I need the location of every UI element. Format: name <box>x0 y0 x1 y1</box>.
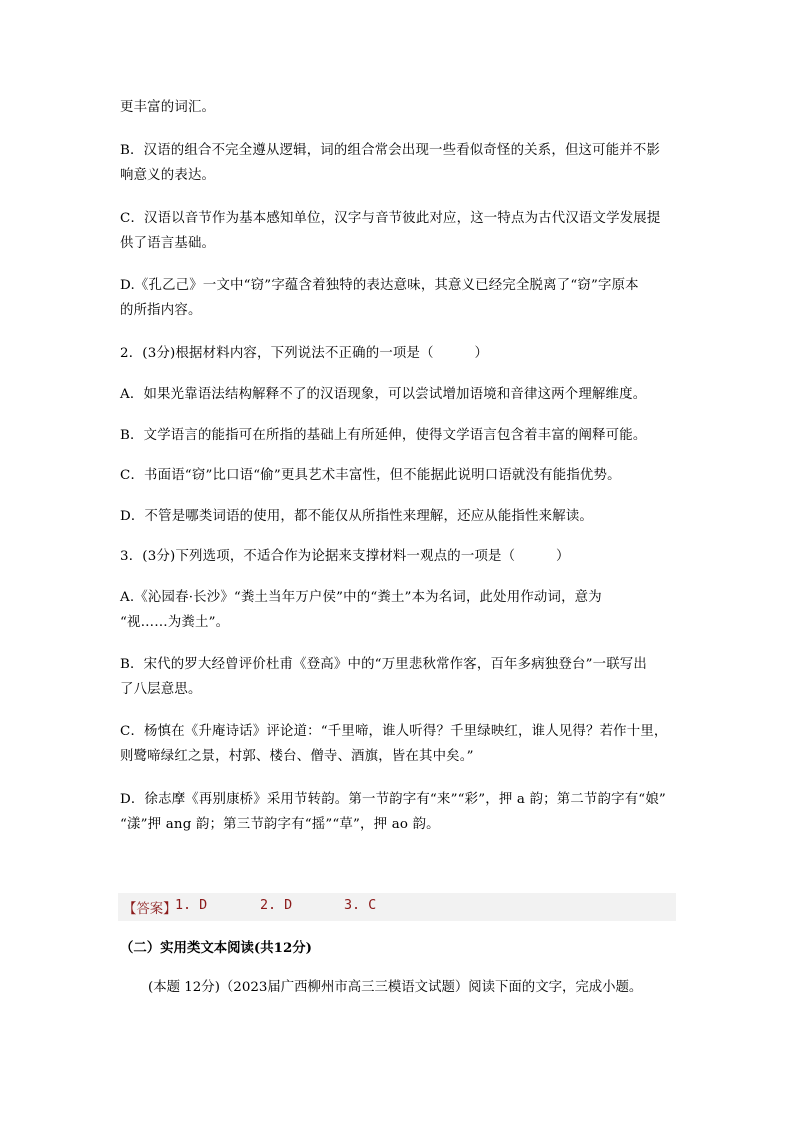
q1-option-b-line1: B．汉语的组合不完全遵从逻辑，词的组合常会出现一些看似奇怪的关系，但这可能并不影 <box>120 143 661 158</box>
q1-option-c-line2: 供了语言基础。 <box>120 236 216 251</box>
answer-label: 【答案】 <box>123 902 177 917</box>
q3-option-b-line2: 了八层意思。 <box>120 682 202 697</box>
q3-option-d-line1: D．徐志摩《再别康桥》采用节转韵。第一节韵字有“来”“彩”，押 a 韵；第二节韵字有“娘” <box>120 792 666 807</box>
q3-option-d-line2: “漾”押 ang 韵；第三节韵字有“摇”“草”，押 ao 韵。 <box>120 817 440 832</box>
q3-option-c-line2: 则鹭啼绿红之景，村郭、楼台、僧寺、酒旗，皆在其中矣。” <box>120 749 474 764</box>
q3-option-a-line2: “视……为粪土”。 <box>120 615 230 630</box>
q2-stem: 2．(3分)根据材料内容，下列说法不正确的一项是（ ） <box>120 346 489 361</box>
q1-option-b-line2: 响意义的表达。 <box>120 168 216 183</box>
section-intro: (本题 12分)（2023届广西柳州市高三三模语文试题）阅读下面的文字，完成小题。 <box>148 980 643 995</box>
q2-option-a: A．如果光靠语法结构解释不了的汉语现象，可以尝试增加语境和音律这两个理解维度。 <box>120 387 647 402</box>
section-title: （二）实用类文本阅读(共12分) <box>120 940 312 956</box>
q3-option-c-line1: C．杨慎在《升庵诗话》评论道：“千里啼，谁人听得？千里绿映红，谁人见得？若作十里， <box>120 724 668 739</box>
q2-option-c: C．书面语“窃”比口语“偷”更具艺术丰富性，但不能据此说明口语就没有能指优势。 <box>120 468 621 483</box>
q1-option-a-tail: 更丰富的词汇。 <box>120 100 216 115</box>
q1-option-c-line1: C．汉语以音节作为基本感知单位，汉字与音节彼此对应，这一特点为古代汉语文学发展提 <box>120 211 661 226</box>
q1-option-d-line2: 的所指内容。 <box>120 303 202 318</box>
answer-1: 1. D <box>175 898 208 913</box>
q1-option-d-line1: D.《孔乙己》一文中“窃”字蕴含着独特的表达意味，其意义已经完全脱离了“窃”字原本 <box>120 278 639 293</box>
answer-3: 3. C <box>344 898 377 913</box>
q2-option-d: D．不管是哪类词语的使用，都不能仅从所指性来理解，还应从能指性来解读。 <box>120 509 594 524</box>
q3-option-b-line1: B．宋代的罗大经曾评价杜甫《登高》中的“万里悲秋常作客，百年多病独登台”一联写出 <box>120 657 647 672</box>
answer-2: 2. D <box>260 898 293 913</box>
q3-option-a-line1: A.《沁园春·长沙》“粪土当年万户侯”中的“粪土”本为名词，此处用作动词，意为 <box>120 590 602 605</box>
q3-stem: 3．(3分)下列选项，不适合作为论据来支撑材料一观点的一项是（ ） <box>120 549 570 564</box>
q2-option-b: B．文学语言的能指可在所指的基础上有所延伸，使得文学语言包含着丰富的阐释可能。 <box>120 428 647 443</box>
